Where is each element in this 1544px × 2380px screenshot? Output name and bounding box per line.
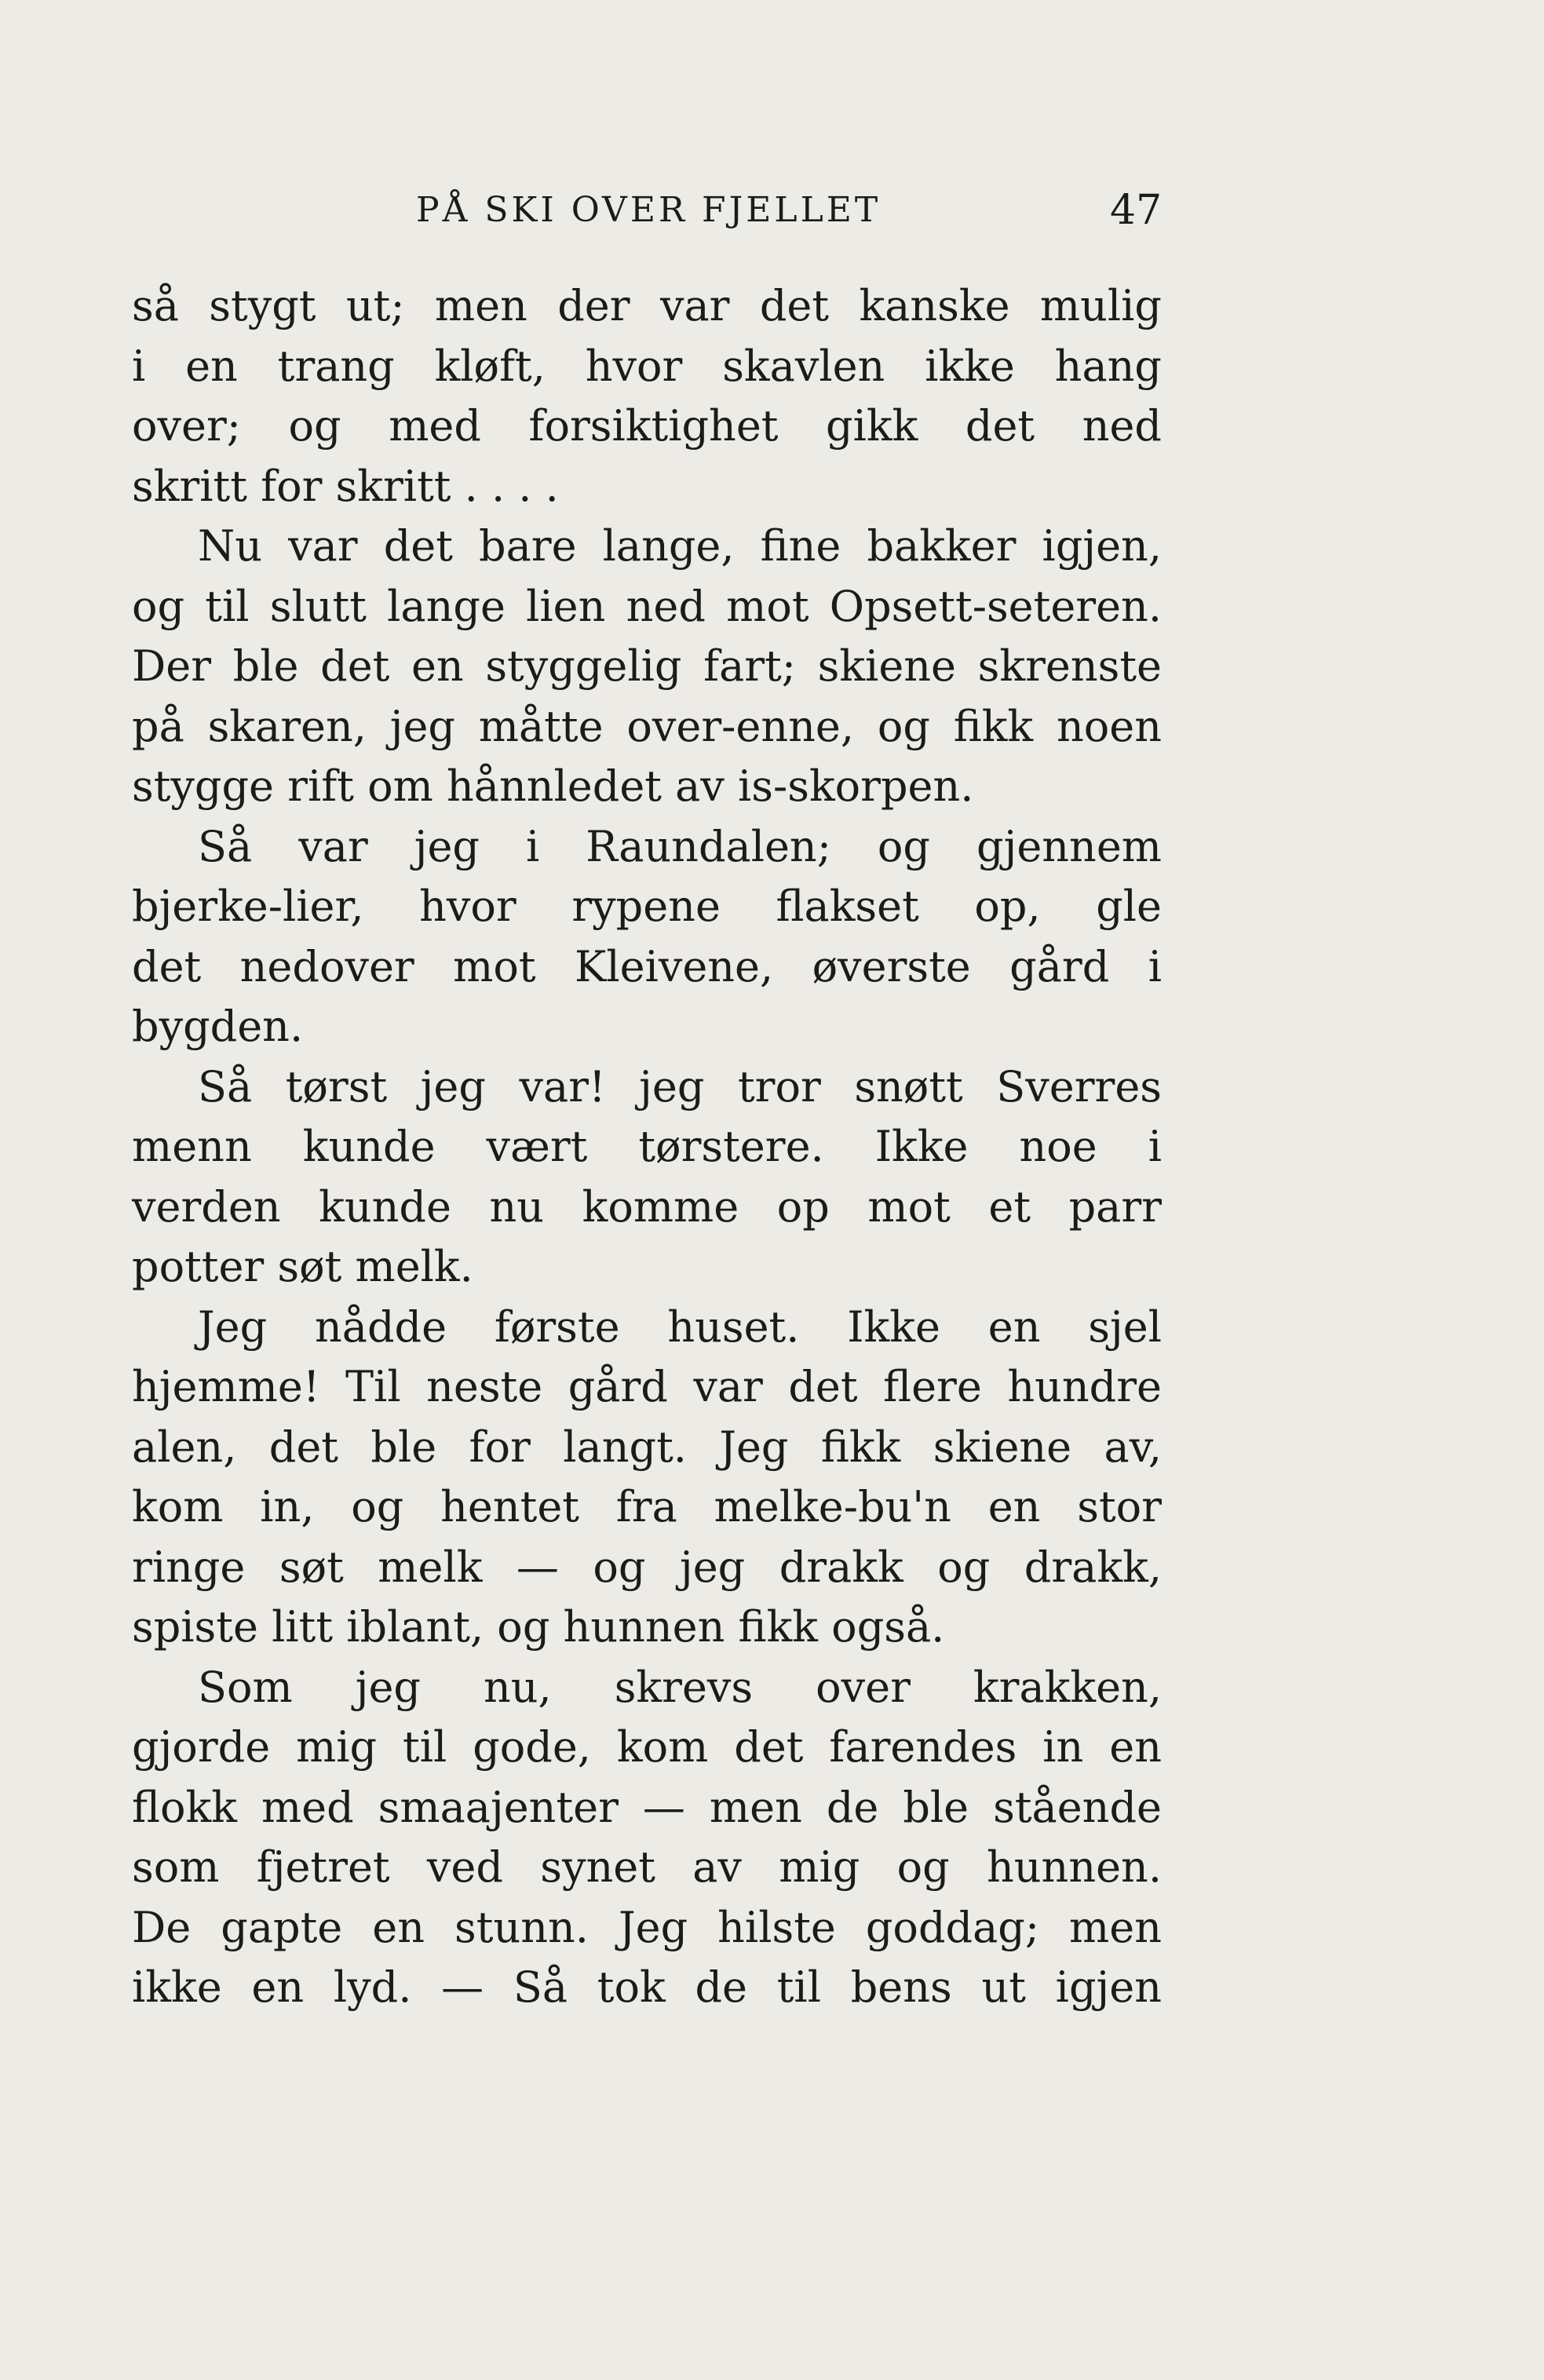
text-line: ringe søt melk — og jeg drakk og drakk, bbox=[132, 1542, 1162, 1592]
text-line: ikke en lyd. — Så tok de til bens ut igjen bbox=[132, 1962, 1162, 2012]
text-line: skritt for skritt . . . . bbox=[132, 461, 559, 511]
text-line: De gapte en stunn. Jeg hilste goddag; men bbox=[132, 1902, 1162, 1952]
running-head: PÅ SKI OVER FJELLET bbox=[416, 190, 882, 230]
text-line: Der ble det en styggelig fart; skiene skrenste bbox=[132, 641, 1162, 691]
text-line: Nu var det bare lange, fine bakker igjen, bbox=[198, 521, 1162, 571]
text-line: Så tørst jeg var! jeg tror snøtt Sverres bbox=[198, 1061, 1162, 1112]
text-line: flokk med smaajenter — men de ble stående bbox=[132, 1782, 1162, 1832]
text-line: verden kunde nu komme op mot et parr bbox=[132, 1181, 1162, 1232]
text-line: over; og med forsiktighet gikk det ned bbox=[132, 401, 1162, 451]
text-line: spiste litt iblant, og hunnen fikk også. bbox=[132, 1602, 945, 1652]
text-line: stygge rift om hånnledet av is-skorpen. bbox=[132, 761, 974, 811]
text-line: Som jeg nu, skrevs over krakken, bbox=[198, 1662, 1162, 1712]
text-line: bygden. bbox=[132, 1002, 304, 1051]
page-number: 47 bbox=[1110, 187, 1163, 234]
text-line: Så var jeg i Raundalen; og gjennem bbox=[198, 821, 1162, 871]
text-line: Jeg nådde første huset. Ikke en sjel bbox=[198, 1301, 1162, 1352]
text-line: alen, det ble for langt. Jeg fikk skiene av, bbox=[132, 1422, 1162, 1472]
body-text bbox=[132, 276, 1162, 2018]
text-line: og til slutt lange lien ned mot Opsett-seteren. bbox=[132, 581, 1162, 631]
text-line: kom in, og hentet fra melke-bu'n en stor bbox=[132, 1482, 1162, 1531]
text-line: det nedover mot Kleivene, øverste gård i bbox=[132, 941, 1162, 991]
text-line: i en trang kløft, hvor skavlen ikke hang bbox=[132, 341, 1162, 391]
text-line: så stygt ut; men der var det kanske mulig bbox=[132, 281, 1162, 330]
text-line: bjerke-lier, hvor rypene flakset op, gle bbox=[132, 882, 1162, 931]
text-line: på skaren, jeg måtte over-enne, og fikk noen bbox=[132, 701, 1162, 751]
text-line: menn kunde vært tørstere. Ikke noe i bbox=[132, 1122, 1162, 1171]
text-line: gjorde mig til gode, kom det farendes in en bbox=[132, 1722, 1162, 1772]
text-line: potter søt melk. bbox=[132, 1242, 473, 1291]
text-line: som fjetret ved synet av mig og hunnen. bbox=[132, 1842, 1162, 1892]
text-line: hjemme! Til neste gård var det flere hundre bbox=[132, 1362, 1162, 1411]
